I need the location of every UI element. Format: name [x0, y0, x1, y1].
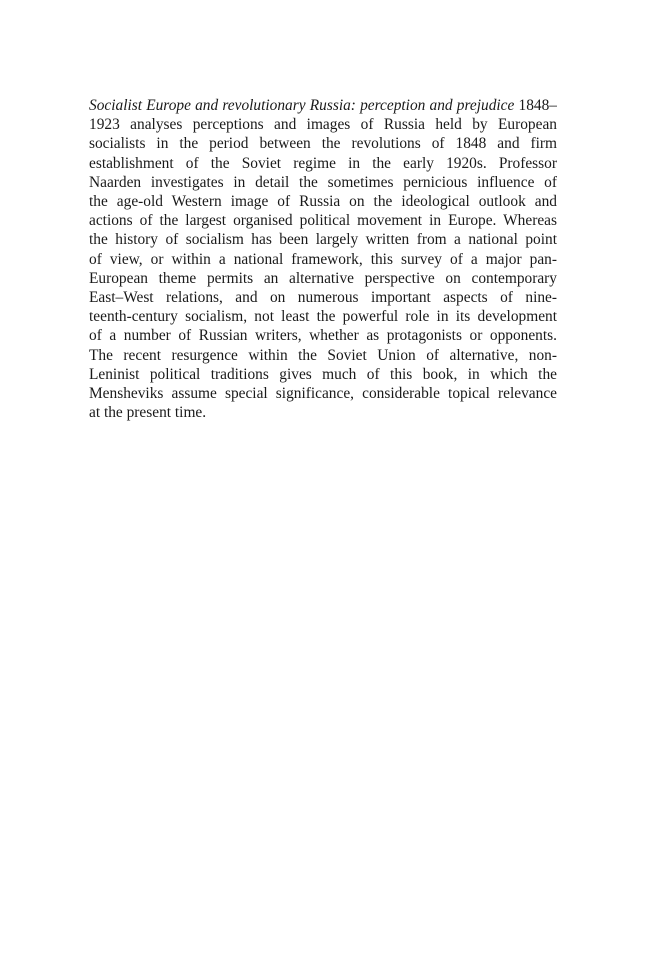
text-line-17: at the present time. [89, 404, 207, 422]
text-line-11: East–West relations, and on numerous important aspects of nine- [89, 289, 557, 307]
text-line-14: The recent resurgence within the Soviet Union of alternative, non- [89, 346, 557, 364]
text-line-10: European theme permits an alternative perspective on contemporary [89, 269, 557, 287]
book-description [89, 96, 557, 422]
text-line-9: of view, or within a national framework, this survey of a major pan- [89, 250, 557, 268]
text-line-1 [89, 96, 557, 115]
text-line-12: teenth-century socialism, not least the powerful role in its development [89, 308, 557, 326]
text-line-6: the age-old Western image of Russia on the ideological outlook and [89, 193, 557, 211]
text-line-3: socialists in the period between the revolutions of 1848 and firm [89, 135, 557, 153]
text-line-5: Naarden investigates in detail the sometimes pernicious influence of [89, 173, 557, 191]
book-title: Socialist Europe and revolutionary Russia: perception and prejudice [89, 97, 515, 114]
text-line-15: Leninist political traditions gives much of this book, in which the [89, 365, 557, 383]
text-line-8: the history of socialism has been largely written from a national point [89, 231, 557, 249]
text-line-4: establishment of the Soviet regime in the early 1920s. Professor [89, 154, 557, 172]
text-line-13: of a number of Russian writers, whether as protagonists or opponents. [89, 327, 557, 345]
text-line-7: actions of the largest organised political movement in Europe. Whereas [89, 212, 557, 230]
text-line-16: Mensheviks assume special significance, considerable topical relevance [89, 385, 557, 403]
title-line-tail: 1848– [514, 97, 557, 114]
text-line-2: 1923 analyses perceptions and images of Russia held by European [89, 116, 557, 134]
